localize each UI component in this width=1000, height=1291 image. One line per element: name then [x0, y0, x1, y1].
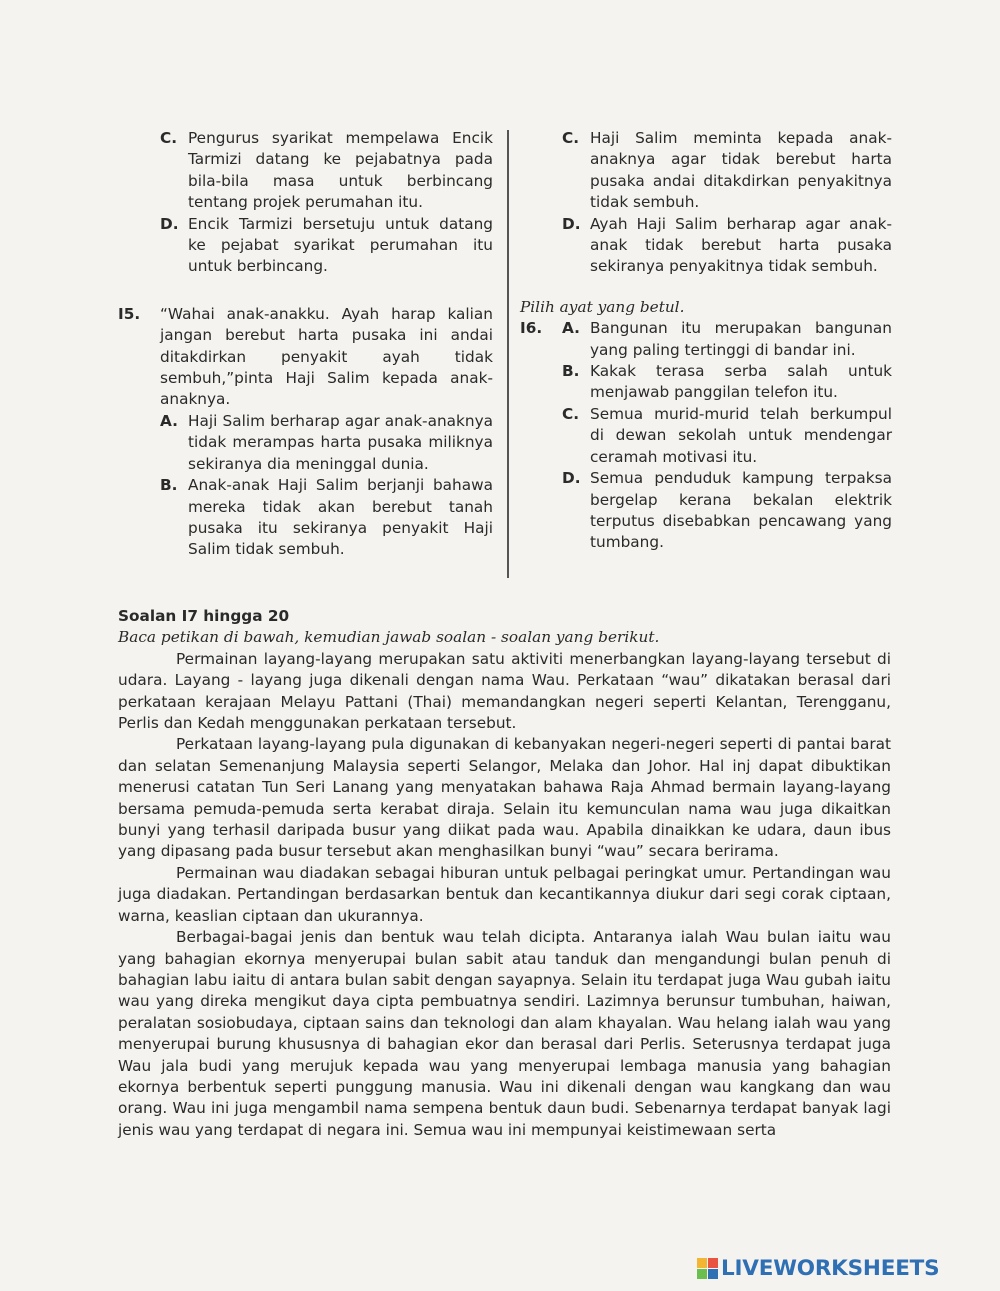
option-text: Haji Salim meminta kepada anak-anaknya agar tidak berebut harta pusaka andai ditakdirkan penyakitnya tidak sembuh. [590, 129, 892, 212]
q16-option-a[interactable] [562, 318, 892, 361]
option-text: Encik Tarmizi bersetuju untuk datang ke pejabat syarikat perumahan itu untuk berbincang. [188, 214, 493, 276]
option-label: A. [160, 411, 178, 430]
question-16 [520, 318, 892, 553]
question-stem: “Wahai anak-anakku. Ayah harap kalian jangan berebut harta pusaka ini andai ditakdirkan penyakit ayah tidak sembuh,”pinta Haji Salim kepada anak-anaknya. [160, 304, 493, 409]
q14-option-c[interactable] [160, 128, 493, 214]
option-text: Kakak terasa serba salah untuk menjawab panggilan telefon itu. [590, 362, 892, 402]
q14-options [160, 128, 493, 278]
option-label: C. [562, 404, 580, 423]
passage-section [118, 606, 891, 1141]
option-label: B. [562, 362, 580, 381]
right-column [520, 128, 892, 554]
q14-option-d[interactable] [160, 214, 493, 278]
option-text: Semua murid-murid telah berkumpul di dewan sekolah untuk mendengar ceramah motivasi itu. [590, 404, 892, 466]
q15-option-d[interactable] [562, 214, 892, 278]
option-label: D. [562, 214, 581, 233]
option-label: D. [160, 214, 179, 233]
q16-option-b[interactable] [562, 361, 892, 404]
left-column [118, 128, 493, 561]
column-divider [507, 130, 509, 578]
option-label: D. [562, 469, 581, 488]
passage-paragraph: Perkataan layang-layang pula digunakan di kebanyakan negeri-negeri seperti di pantai barat dan selatan Semenanjung Malaysia seperti Selangor, Melaka dan Johor. Hal inj dapat dibuktikan menerusi catatan Tun Seri Lanang yang menyatakan bahawa Raja Ahmad bermain layang-layang bersama pemuda-pemuda serta kerabat diraja. Selain itu kemunculan nama wau juga dikaitkan bunyi yang terhasil daripada busur yang diikat pada wau. Apabila dinaikkan ke udara, daun ibus yang dipasang pada busur tersebut akan menghasilkan bunyi “wau” secara berirama. [118, 735, 891, 861]
passage-instruction: Baca petikan di bawah, kemudian jawab soalan - soalan yang berikut. [118, 628, 660, 647]
liveworksheets-logo-icon [697, 1258, 718, 1279]
liveworksheets-logo [697, 1256, 939, 1280]
option-label: A. [562, 319, 580, 338]
option-label: B. [160, 476, 178, 495]
question-number: I5. [118, 304, 141, 323]
option-label: C. [562, 129, 580, 147]
passage-paragraph: Permainan wau diadakan sebagai hiburan untuk pelbagai peringkat umur. Pertandingan wau juga diadakan. Pertandingan berdasarkan bentuk dan kecantikannya diukur dari segi corak ciptaan, warna, keaslian ciptaan dan ukurannya. [118, 863, 891, 925]
option-text: Pengurus syarikat mempelawa Encik Tarmizi datang ke pejabatnya pada bila-bila masa untuk berbincang tentang projek perumahan itu. [188, 129, 493, 212]
option-text: Semua penduduk kampung terpaksa bergelap kerana bekalan elektrik terputus disebabkan pencawang yang tumbang. [590, 469, 892, 552]
q15-option-a[interactable] [160, 411, 493, 475]
q16-instruction: Pilih ayat yang betul. [520, 297, 685, 316]
question-number: I6. [520, 319, 543, 338]
q15-options-continued [562, 128, 892, 278]
q16-option-c[interactable] [562, 404, 892, 468]
q16-option-d[interactable] [562, 468, 892, 554]
option-text: Ayah Haji Salim berharap agar anak-anak tidak berebut harta pusaka sekiranya penyakitnya tidak sembuh. [590, 214, 892, 276]
option-text: Anak-anak Haji Salim berjanji bahawa mereka tidak akan berebut tanah pusaka itu sekiranya penyakit Haji Salim tidak sembuh. [188, 476, 493, 559]
option-text: Haji Salim berharap agar anak-anaknya tidak merampas harta pusaka miliknya sekiranya dia meninggal dunia. [188, 411, 493, 473]
option-text: Bangunan itu merupakan bangunan yang paling tertinggi di bandar ini. [590, 319, 892, 359]
q15-option-c[interactable] [562, 128, 892, 214]
passage-paragraph: Berbagai-bagai jenis dan bentuk wau telah dicipta. Antaranya ialah Wau bulan iaitu wau yang bahagian ekornya menyerupai bulan sabit atau tanduk dan mengandungi bulan penuh di bahagian labu iaitu di antara bulan sabit dengan sayapnya. Selain itu terdapat juga Wau gubah iaitu wau yang direka mengikut daya cipta pembuatnya sendiri. Lazimnya berunsur tumbuhan, haiwan, peralatan sosiobudaya, ciptaan sains dan teknologi dan alam khayalan. Wau helang ialah wau yang menyerupai burung khususnya di bahagian ekor dan berasal dari Perlis. Seterusnya terdapat juga Wau jala budi yang merujuk kepada wau yang menyerupai lembaga manusia yang bahagian ekornya berbentuk seperti punggung manusia. Wau ini dikenali dengan wau kangkang dan wau orang. Wau ini juga mengambil nama sempena bentuk daun budi. Sebenarnya terdapat banyak lagi jenis wau yang terdapat di negara ini. Semua wau ini mempunyai keistimewaan serta [118, 928, 891, 1139]
logo-text: LIVEWORKSHEETS [721, 1255, 940, 1281]
q15-option-b[interactable] [160, 475, 493, 561]
question-15 [118, 304, 493, 561]
passage-paragraph: Permainan layang-layang merupakan satu aktiviti menerbangkan layang-layang tersebut di udara. Layang - layang juga dikenali dengan nama Wau. Perkataan “wau” dikatakan berasal dari perkataan kerajaan Melayu Pattani (Thai) memandangkan negeri seperti Kelantan, Terengganu, Perlis dan Kedah menggunakan perkataan tersebut. [118, 649, 891, 733]
section-title: Soalan I7 hingga 20 [118, 607, 290, 625]
option-label: C. [160, 129, 178, 147]
